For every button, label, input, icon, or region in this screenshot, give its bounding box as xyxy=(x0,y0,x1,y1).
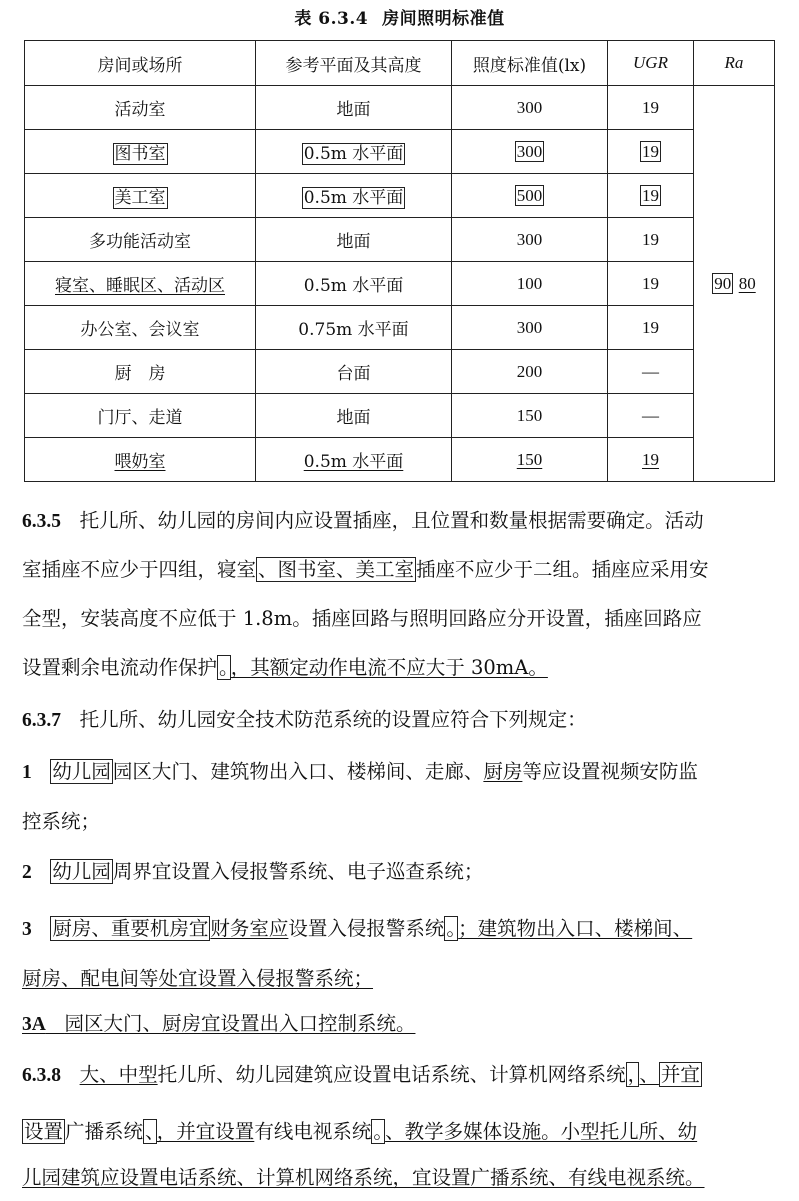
cell-lux: 150 xyxy=(452,394,608,438)
clause-6-3-7: 6.3.7 托儿所、幼儿园安全技术防范系统的设置应符合下列规定： xyxy=(22,708,587,731)
boxed-text: 幼儿园 xyxy=(52,860,111,883)
table-row xyxy=(25,394,775,438)
header-plane: 参考平面及其高度 xyxy=(256,41,452,86)
cell-lux: 300 xyxy=(452,306,608,350)
table-row xyxy=(25,174,775,218)
clause-number: 6.3.7 xyxy=(22,710,61,731)
lighting-standard-table xyxy=(24,40,775,482)
item-1-line-1: 1 幼儿园 园区大门、建筑物出入口、楼梯间、走廊、厨房等应设置视频安防监 xyxy=(22,760,698,783)
boxed-text: 、 xyxy=(145,1120,155,1143)
header-lux: 照度标准值(lx) xyxy=(452,41,608,86)
table-row xyxy=(25,218,775,262)
clause-6-3-8-line-1: 6.3.8 大、中型托儿所、幼儿园建筑应设置电话系统、计算机网络系统 ， 、 并宜 xyxy=(22,1063,700,1086)
cell-ra xyxy=(694,86,775,482)
item-3-line-2 xyxy=(22,967,792,991)
boxed-text: 。 xyxy=(373,1120,384,1143)
clause-number: 6.3.5 xyxy=(22,511,61,532)
item-number: 3A xyxy=(22,1014,46,1035)
cell-plane: 0.5m 水平面 xyxy=(256,174,452,218)
underlined-text: 大、中型 xyxy=(79,1063,158,1086)
cell-room: 喂奶室 xyxy=(25,438,256,482)
cell-room: 门厅、走道 xyxy=(25,394,256,438)
boxed-text: 设置 xyxy=(24,1120,64,1143)
cell-room: 厨 房 xyxy=(25,350,256,394)
table-caption xyxy=(0,4,799,29)
table-row xyxy=(25,130,775,174)
boxed-text: 。 xyxy=(446,917,457,940)
underlined-text: 厨房、配电间等处宜设置入侵报警系统； xyxy=(22,967,374,990)
item-2: 2 幼儿园 周界宜设置入侵报警系统、电子巡查系统； xyxy=(22,860,484,883)
header-ugr: UGR xyxy=(608,41,694,86)
table-row xyxy=(25,306,775,350)
underlined-text: 儿园建筑应设置电话系统、计算机网络系统，宜设置广播系统、有线电视系统。 xyxy=(22,1166,705,1189)
cell-plane: 0.5m 水平面 xyxy=(256,262,452,306)
clause-6-3-5-line-3: 全型，安装高度不应低于 1.8m。插座回路与照明回路应分开设置，插座回路应 xyxy=(22,607,702,630)
cell-lux: 300 xyxy=(452,86,608,130)
item-3a xyxy=(22,1012,792,1037)
table-header-row xyxy=(25,41,775,86)
item-3-line-1: 3 厨房、重要机房宜 财务室应设置入侵报警系统 。 ；建筑物出入口、楼梯间、 xyxy=(22,917,693,940)
item-number: 1 xyxy=(22,762,32,783)
cell-plane: 0.5m 水平面 xyxy=(256,130,452,174)
table-title: 房间照明标准值 xyxy=(382,9,505,29)
underlined-text: ，并宜设置 xyxy=(156,1120,255,1143)
cell-ugr: 19 xyxy=(608,438,694,482)
boxed-text: 幼儿园 xyxy=(52,760,111,783)
cell-lux: 200 xyxy=(452,350,608,394)
cell-ugr: 19 xyxy=(608,306,694,350)
clause-6-3-5-line-4: 设置剩余电流动作保护 。 ，其额定动作电流不应大于 30mA。 xyxy=(22,656,548,679)
cell-lux: 300 xyxy=(452,130,608,174)
cell-plane: 地面 xyxy=(256,86,452,130)
cell-ugr: — xyxy=(608,394,694,438)
boxed-text: 、图书室、美工室 xyxy=(258,558,415,581)
clause-6-3-5-line-1: 6.3.5 托儿所、幼儿园的房间内应设置插座，且位置和数量根据需要确定。活动 xyxy=(22,509,704,532)
item-1-line-2: 控系统； xyxy=(22,810,101,833)
table-row xyxy=(25,438,775,482)
cell-plane: 地面 xyxy=(256,218,452,262)
cell-lux: 100 xyxy=(452,262,608,306)
cell-plane: 台面 xyxy=(256,350,452,394)
underlined-text: ；建筑物出入口、楼梯间、 xyxy=(458,917,693,940)
clause-number: 6.3.8 xyxy=(22,1065,61,1086)
cell-lux: 300 xyxy=(452,218,608,262)
cell-ugr: 19 xyxy=(608,218,694,262)
boxed-text: 厨房、重要机房宜 xyxy=(52,917,209,940)
cell-room: 图书室 xyxy=(25,130,256,174)
cell-ugr: 19 xyxy=(608,130,694,174)
cell-room: 寝室、睡眠区、活动区 xyxy=(25,262,256,306)
cell-ugr: 19 xyxy=(608,174,694,218)
clause-6-3-8-line-2: 设置 广播系统 、 ，并宜设置有线电视系统 。 、教学多媒体设施。小型托儿所、幼 xyxy=(24,1120,698,1143)
cell-room: 活动室 xyxy=(25,86,256,130)
underlined-text: 、 xyxy=(639,1063,659,1086)
header-room: 房间或场所 xyxy=(25,41,256,86)
item-number: 3 xyxy=(22,919,32,940)
underlined-text: 、教学多媒体设施。小型托儿所、幼 xyxy=(385,1120,698,1143)
table-number: 表 6.3.4 xyxy=(294,9,369,29)
cell-room: 办公室、会议室 xyxy=(25,306,256,350)
boxed-text: ， xyxy=(627,1063,638,1086)
cell-plane: 0.5m 水平面 xyxy=(256,438,452,482)
ra-old-value: 90 xyxy=(714,273,732,293)
cell-plane: 0.75m 水平面 xyxy=(256,306,452,350)
item-number: 2 xyxy=(22,862,32,883)
underlined-text: 3A 园区大门、厨房宜设置出入口控制系统。 xyxy=(22,1012,416,1035)
cell-ugr: 19 xyxy=(608,262,694,306)
cell-ugr: — xyxy=(608,350,694,394)
cell-plane: 地面 xyxy=(256,394,452,438)
clause-6-3-5-line-2: 室插座不应少于四组，寝室 、图书室、美工室 插座不应少于二组。插座应采用安 xyxy=(22,558,709,581)
header-ra: Ra xyxy=(694,41,775,86)
boxed-text: 并宜 xyxy=(660,1063,700,1086)
ra-new-value: 80 xyxy=(738,273,756,293)
cell-lux: 500 xyxy=(452,174,608,218)
underlined-text: 财务室应 xyxy=(210,917,289,940)
table-row xyxy=(25,350,775,394)
underlined-text: ，其额定动作电流不应大于 30mA。 xyxy=(230,656,548,679)
cell-ugr: 19 xyxy=(608,86,694,130)
clause-6-3-8-line-3 xyxy=(22,1166,792,1190)
cell-room: 美工室 xyxy=(25,174,256,218)
cell-lux: 150 xyxy=(452,438,608,482)
table-row xyxy=(25,86,775,130)
boxed-text: 。 xyxy=(219,656,229,679)
table-row xyxy=(25,262,775,306)
underlined-text: 厨房 xyxy=(483,760,523,783)
cell-room: 多功能活动室 xyxy=(25,218,256,262)
